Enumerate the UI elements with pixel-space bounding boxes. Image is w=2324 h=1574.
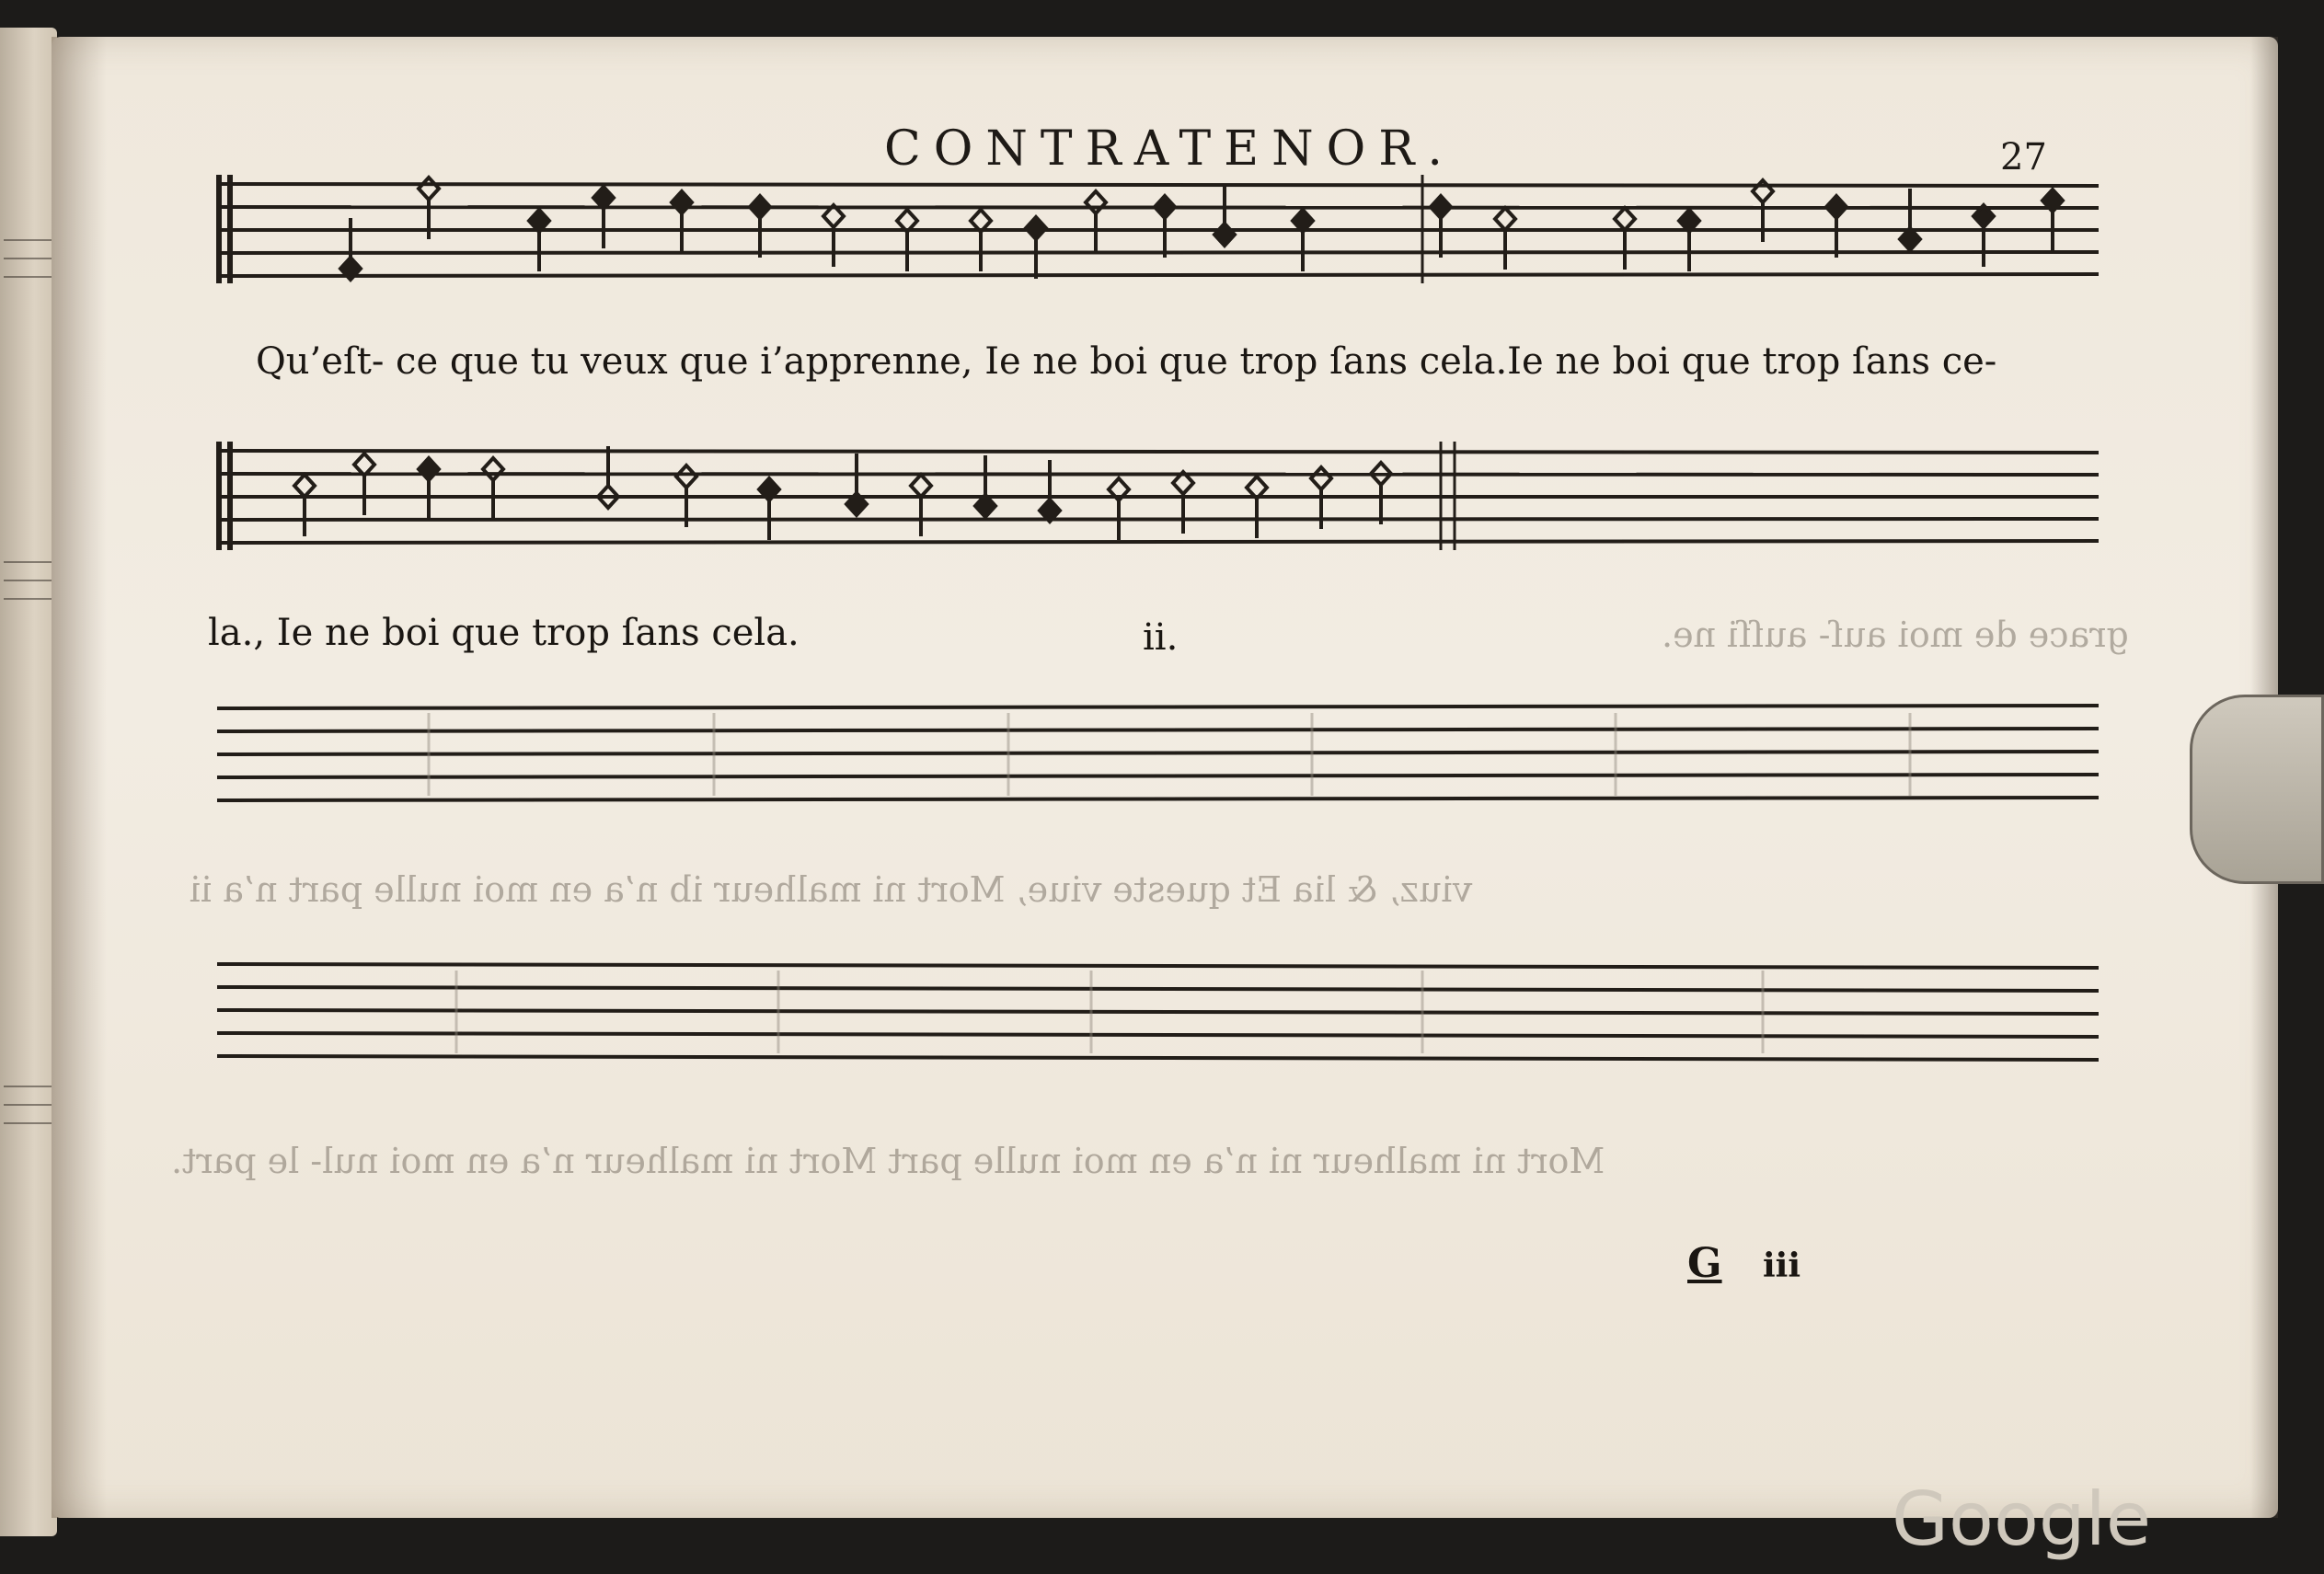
music-staff-2 (217, 432, 2099, 570)
note-head (419, 178, 439, 200)
note-head (294, 475, 315, 497)
show-through-text-2: viuz, & lia Et queste viue, Mort ni malheur ib n’a en moi nulle part n’a ii (190, 869, 1473, 910)
watermark: Google (1892, 1476, 2152, 1562)
staff-3-lines (217, 685, 2099, 823)
empty-staff-3 (217, 685, 2099, 823)
note-head (750, 196, 770, 218)
note-head (1026, 217, 1046, 239)
staff-1-notation (217, 166, 2099, 304)
note-head (1311, 467, 1331, 489)
lyric-line-2: la., Ie ne boi que trop ſans cela. (208, 612, 800, 654)
note-head (1431, 196, 1451, 218)
note-head (1155, 196, 1175, 218)
facing-page-edge (0, 28, 57, 1536)
note-head (672, 191, 692, 213)
lyric-line-1: Qu’eſt- ce que tu veux que i’apprenne, Ie ne boi que trop ſans cela.Ie ne boi que trop ſans ce- (256, 340, 1997, 383)
music-staff-1 (217, 166, 2099, 304)
empty-staff-4 (217, 948, 2099, 1086)
gutter-shadow (52, 37, 107, 1518)
book-page (52, 37, 2278, 1562)
note-head (1214, 224, 1235, 246)
show-through-text-1: grace de moi auſ- auſſi ne. (1662, 615, 2129, 655)
note-head (483, 458, 503, 480)
note-head (676, 465, 696, 488)
staff-4-lines (217, 948, 2099, 1086)
note-head (1086, 191, 1106, 213)
signature-numeral: iii (1763, 1247, 1801, 1285)
note-head (1753, 180, 1773, 202)
page-number: 27 (2000, 136, 2047, 178)
lyric-line-2-repeat: ii. (1143, 616, 1179, 659)
part-heading: CONTRATENOR. (884, 121, 1455, 177)
note-head (1826, 196, 1847, 218)
staff-2-notation (217, 432, 2099, 570)
note-head (1615, 208, 1635, 230)
note-head (911, 475, 931, 497)
signature-mark: G (1687, 1240, 1722, 1287)
book-clasp (2190, 695, 2324, 884)
show-through-text-3: Mort ni malheur ni n’a en moi nulle part Mort ni malheur n’a en moi nul- le part. (171, 1141, 1605, 1181)
note-head (1495, 208, 1515, 230)
note-head (419, 458, 439, 480)
